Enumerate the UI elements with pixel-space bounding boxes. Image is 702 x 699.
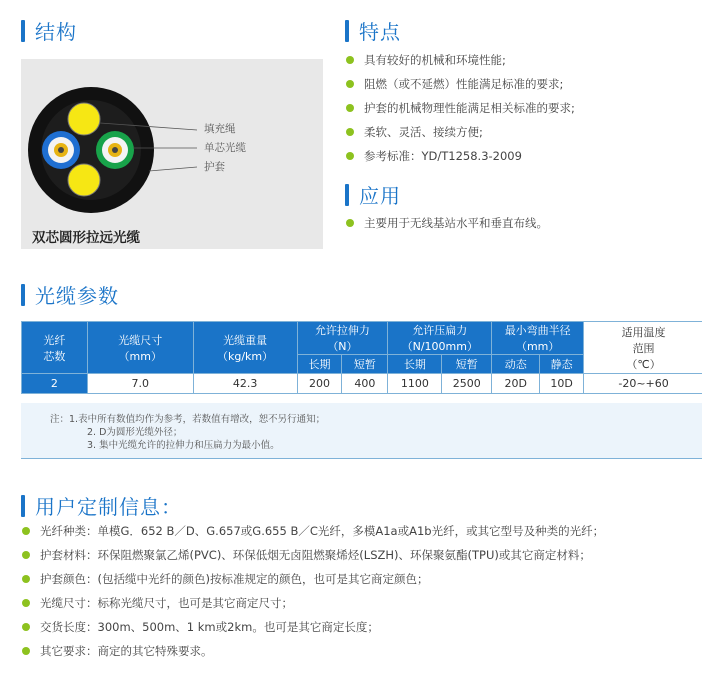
custom-item-cable-size: 光缆尺寸：标称光缆尺寸，也可是其它商定尺寸； <box>20 591 604 615</box>
header-size-unit: （mm） <box>118 349 162 363</box>
cell-size: 7.0 <box>87 374 193 394</box>
note-1: 注：1.表中所有数值均作为参考，若数值有增改，恕不另行通知； <box>50 414 326 425</box>
table-row <box>22 374 702 394</box>
cell-tensile-short: 400 <box>342 374 388 394</box>
custom-item-other: 其它要求：商定的其它特殊要求。 <box>20 639 604 663</box>
params-table <box>21 321 702 394</box>
header-crush-unit: （N/100mm） <box>401 340 478 353</box>
single-core-cable-label: 单芯光缆 <box>204 142 246 154</box>
custom-title: 用户定制信息： <box>35 495 182 519</box>
note-2: 2. D为圆形光缆外径； <box>87 427 183 438</box>
feature-item: 阻燃（或不延燃）性能满足标准的要求; <box>344 72 575 96</box>
header-crush <box>388 322 492 355</box>
cell-weight: 42.3 <box>193 374 297 394</box>
header-fiber-count <box>22 322 88 374</box>
header-tensile-short: 短暂 <box>342 355 388 374</box>
application-list <box>344 212 548 234</box>
header-bend-static: 静态 <box>540 355 584 374</box>
header-crush-short: 短暂 <box>442 355 492 374</box>
header-temp <box>584 322 702 374</box>
custom-item-jacket-material: 护套材料：环保阻燃聚氯乙烯(PVC)、环保低烟无卤阻燃聚烯烃(LSZH)、环保聚氨酯(TPU)或其它商定材料； <box>20 543 604 567</box>
header-crush-long: 长期 <box>388 355 442 374</box>
header-bend-unit: （mm） <box>515 340 560 353</box>
cell-bend-static: 10D <box>540 374 584 394</box>
filler-cord-label: 填充绳 <box>204 123 236 135</box>
cell-bend-dynamic: 20D <box>492 374 540 394</box>
params-title: 光缆参数 <box>35 284 119 308</box>
params-header <box>21 280 119 309</box>
cell-fiber-count: 2 <box>22 374 88 394</box>
table-notes <box>21 403 702 459</box>
header-tensile-unit: （N） <box>327 340 358 353</box>
header-bend-dynamic: 动态 <box>492 355 540 374</box>
cell-crush-long: 1100 <box>388 374 442 394</box>
header-weight <box>193 322 297 374</box>
cable-cross-section-icon <box>21 59 323 249</box>
application-title: 应用 <box>359 184 401 208</box>
custom-header <box>21 491 182 520</box>
header-weight-label: 光缆重量 <box>223 333 268 347</box>
section-bar <box>345 20 349 42</box>
cell-tensile-long: 200 <box>297 374 342 394</box>
header-fiber-count-label: 光纤 芯数 <box>43 333 66 363</box>
custom-item-jacket-color: 护套颜色：(包括缆中光纤的颜色)按标准规定的颜色，也可是其它商定颜色； <box>20 567 604 591</box>
structure-image-panel <box>21 59 323 249</box>
custom-list <box>20 519 604 663</box>
header-temp-label: 适用温度 范围 <box>621 325 666 355</box>
cell-temp: -20~+60 <box>584 374 702 394</box>
section-bar <box>21 20 25 42</box>
section-bar <box>21 284 25 306</box>
application-header <box>345 180 401 209</box>
header-tensile <box>297 322 388 355</box>
header-size <box>87 322 193 374</box>
header-crush-label: 允许压扁力 <box>412 324 468 337</box>
features-list <box>344 48 575 168</box>
custom-item-delivery-length: 交货长度：300m、500m、1 km或2km。也可是其它商定长度； <box>20 615 604 639</box>
features-title: 特点 <box>359 20 401 44</box>
note-3: 3. 集中光缆允许的拉伸力和压扁力为最小值。 <box>87 440 280 451</box>
feature-item: 护套的机械物理性能满足相关标准的要求; <box>344 96 575 120</box>
header-bend-label: 最小弯曲半径 <box>504 324 571 337</box>
header-temp-unit: （℃） <box>626 357 661 371</box>
feature-item: 参考标准：YD/T1258.3-2009 <box>344 144 575 168</box>
header-tensile-long: 长期 <box>297 355 342 374</box>
header-size-label: 光缆尺寸 <box>118 333 163 347</box>
cell-crush-short: 2500 <box>442 374 492 394</box>
structure-caption: 双芯圆形拉远光缆 <box>32 230 140 246</box>
header-tensile-label: 允许拉伸力 <box>314 324 370 337</box>
section-bar <box>345 184 349 206</box>
feature-item: 具有较好的机械和环境性能; <box>344 48 575 72</box>
features-header <box>345 16 401 45</box>
application-item: 主要用于无线基站水平和垂直布线。 <box>344 212 548 234</box>
structure-header <box>21 16 77 45</box>
feature-item: 柔软、灵活、接续方便; <box>344 120 575 144</box>
jacket-label: 护套 <box>204 161 225 173</box>
section-bar <box>21 495 25 517</box>
header-weight-unit: （kg/km） <box>217 349 274 363</box>
custom-item-fiber-type: 光纤种类：单模G．652 B／D、G.657或G.655 B／C光纤，多模A1a或A1b光纤，或其它型号及种类的光纤； <box>20 519 604 543</box>
structure-title: 结构 <box>35 20 77 44</box>
header-bend <box>492 322 584 355</box>
